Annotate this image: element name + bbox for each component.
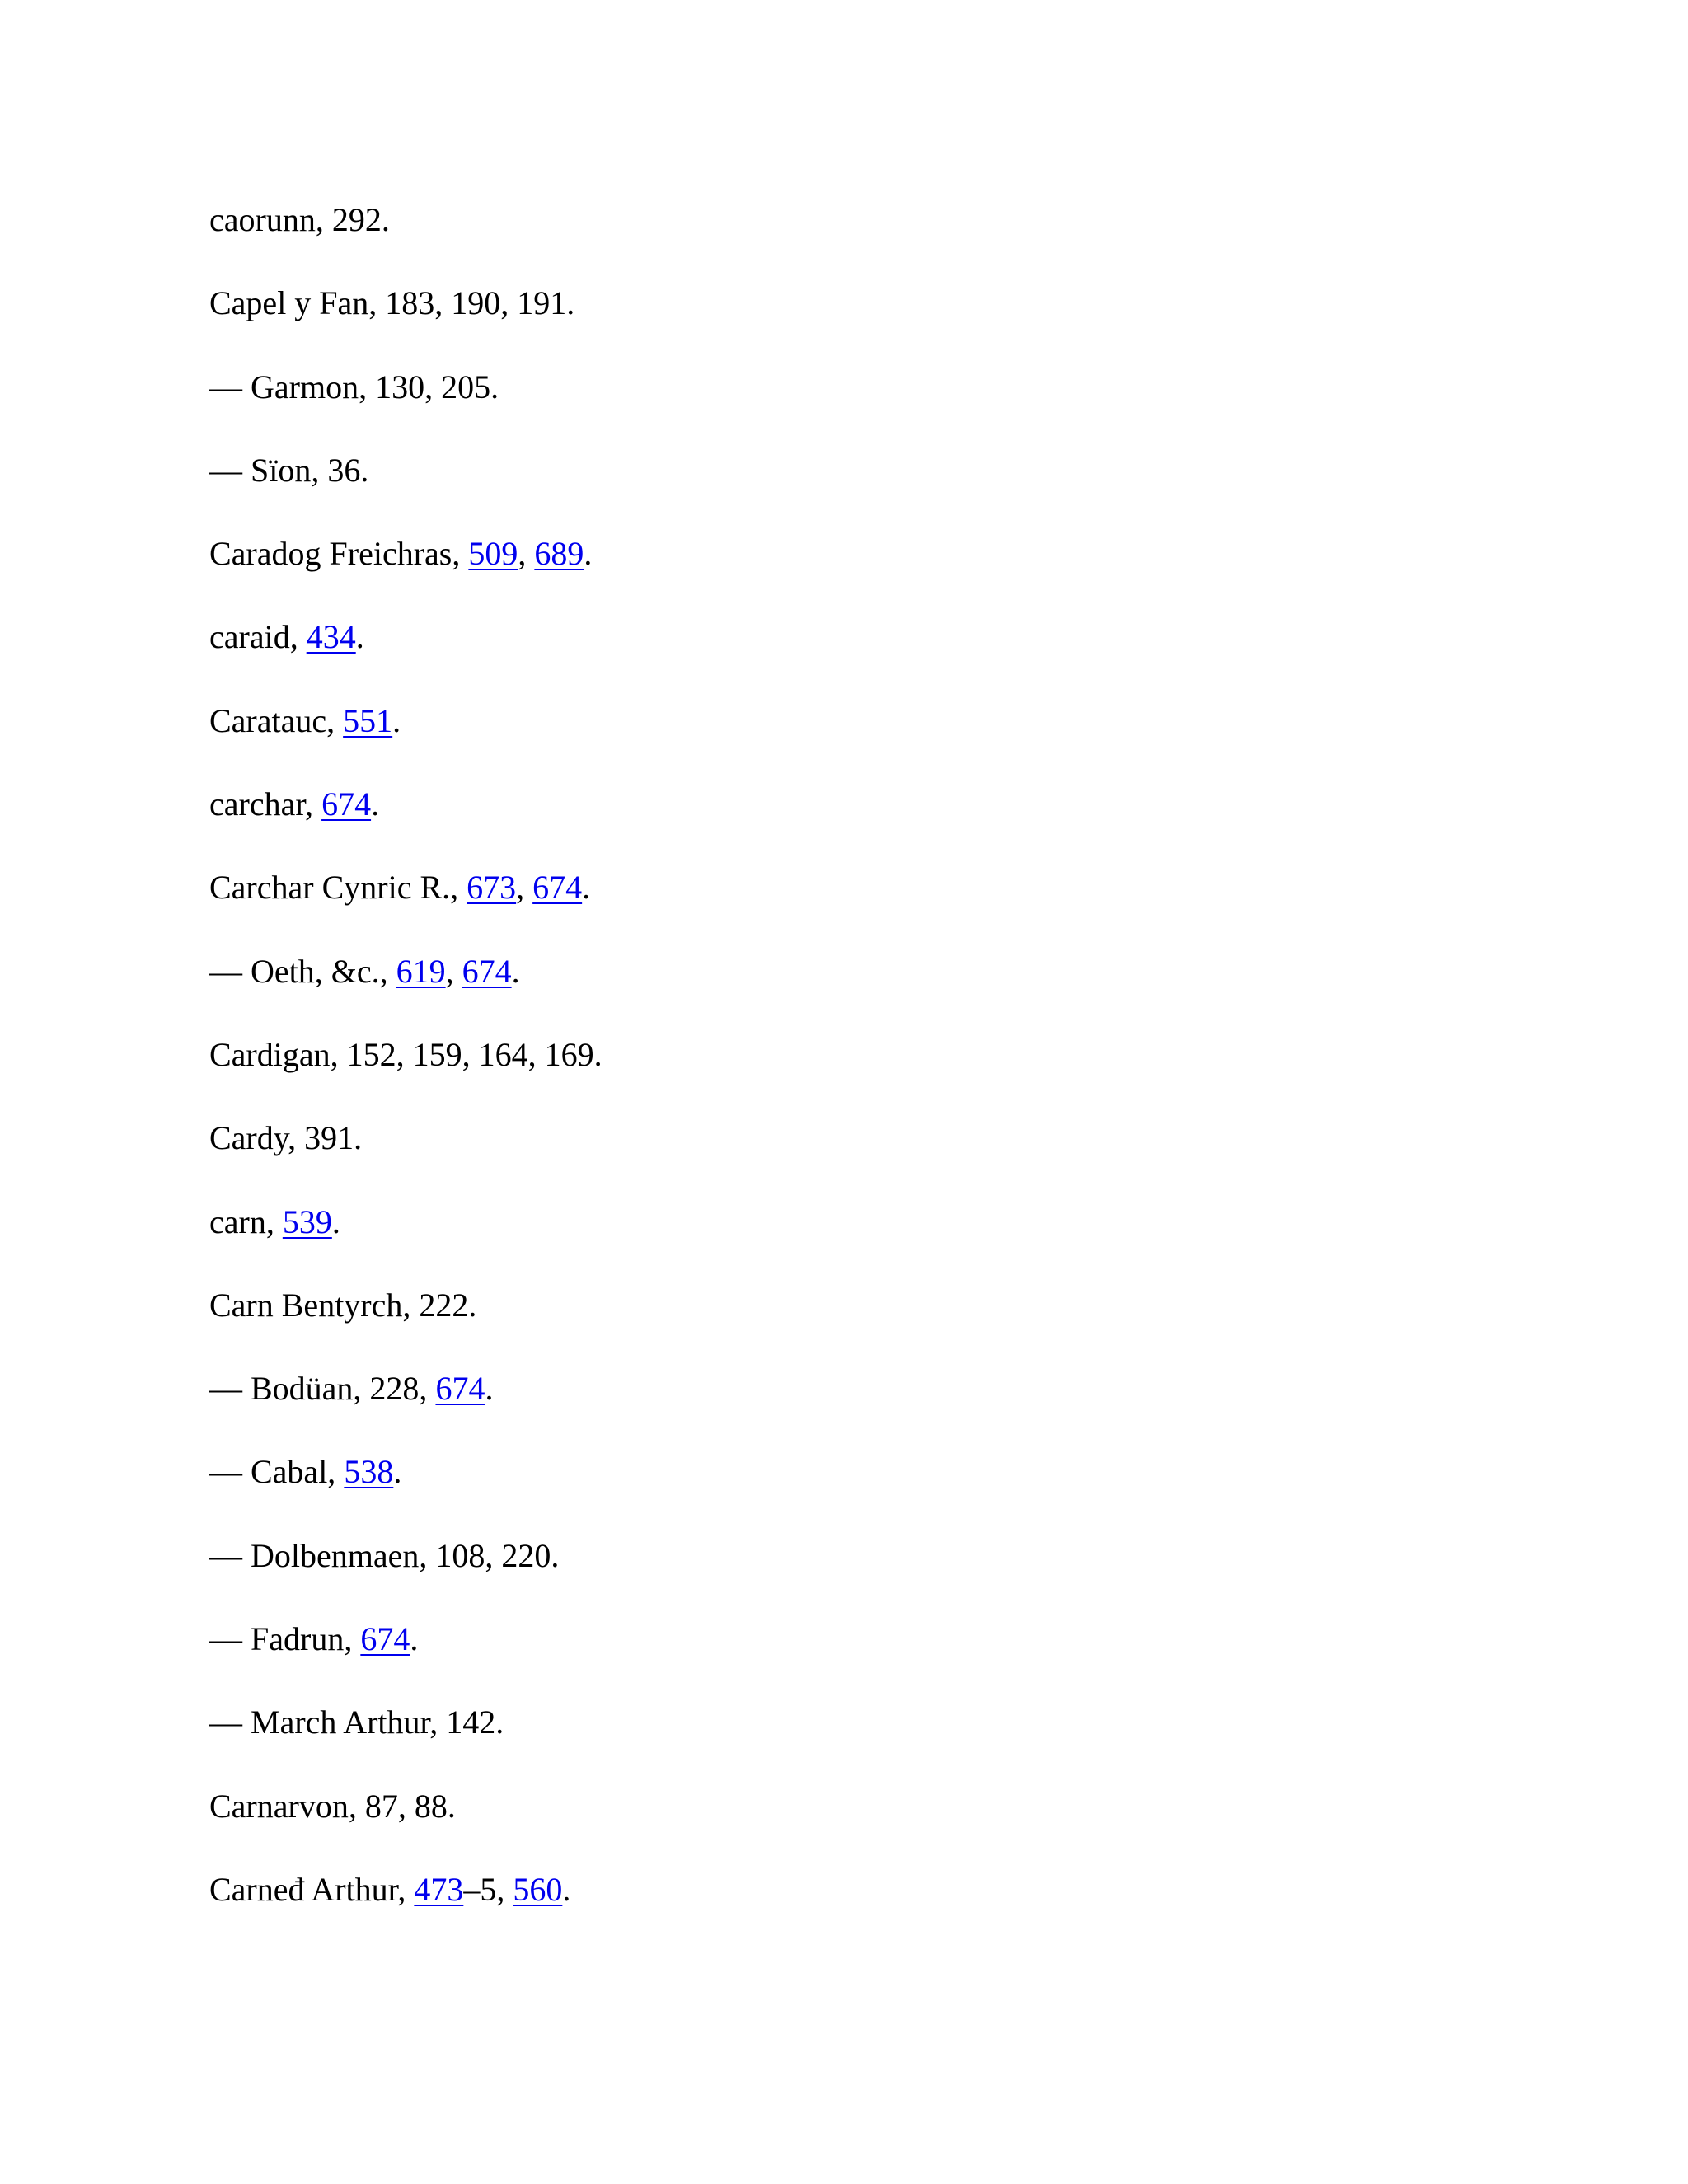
page-link[interactable]: 434 [306, 618, 356, 656]
index-entry [209, 279, 603, 363]
index-list [209, 196, 603, 1949]
entry-text: — March Arthur, 142. [209, 1704, 504, 1741]
index-entry [209, 1365, 603, 1448]
index-entry [209, 1615, 603, 1699]
index-entry [209, 530, 603, 613]
index-entry [209, 1783, 603, 1866]
entry-text: Carneđ Arthur, [209, 1870, 415, 1908]
index-entry [209, 1699, 603, 1782]
entry-text: Carnarvon, 87, 88. [209, 1787, 456, 1825]
entry-text: . [331, 1202, 340, 1240]
entry-text: — Fadrun, [209, 1620, 361, 1658]
entry-text: — Cabal, [209, 1453, 345, 1491]
index-entry [209, 1282, 603, 1365]
index-entry [209, 1866, 603, 1949]
index-entry [209, 1114, 603, 1197]
entry-text: , [518, 535, 535, 573]
page-link[interactable]: 674 [532, 869, 583, 907]
index-entry [209, 948, 603, 1031]
entry-text: , [516, 869, 533, 907]
page-link[interactable]: 538 [344, 1453, 394, 1491]
entry-text: carchar, [209, 785, 322, 823]
page-link[interactable]: 509 [468, 535, 518, 573]
page-link[interactable]: 619 [396, 952, 446, 990]
entry-text: carn, [209, 1202, 283, 1240]
page-link[interactable]: 674 [360, 1620, 410, 1658]
index-entry [209, 447, 603, 530]
page-link[interactable]: 674 [435, 1370, 485, 1408]
index-entry [209, 1198, 603, 1282]
index-entry [209, 864, 603, 947]
page-link[interactable]: 674 [321, 785, 372, 823]
entry-text: — Oeth, &c., [209, 952, 396, 990]
index-entry [209, 697, 603, 780]
page-link[interactable]: 689 [534, 535, 584, 573]
entry-text: . [584, 535, 593, 573]
entry-text: . [582, 869, 591, 907]
entry-text: — Sïon, 36. [209, 451, 369, 489]
entry-text: –5, [463, 1870, 513, 1908]
entry-text: . [410, 1620, 419, 1658]
index-entry [209, 1448, 603, 1531]
page-link[interactable]: 673 [467, 869, 517, 907]
index-entry [209, 613, 603, 696]
entry-text: Cardy, 391. [209, 1119, 363, 1157]
page-link[interactable]: 551 [343, 701, 393, 739]
entry-text: . [371, 785, 380, 823]
entry-text: . [392, 701, 401, 739]
entry-text: — Dolbenmaen, 108, 220. [209, 1536, 560, 1574]
index-entry [209, 1532, 603, 1615]
entry-text: . [485, 1370, 494, 1408]
page-link[interactable]: 539 [282, 1202, 332, 1240]
entry-text: Caradog Freichras, [209, 535, 469, 573]
entry-text: caorunn, 292. [209, 201, 390, 238]
entry-text: . [355, 618, 364, 656]
entry-text: caraid, [209, 618, 307, 656]
entry-text: . [393, 1453, 402, 1491]
entry-text: Caratauc, [209, 701, 344, 739]
index-entry [209, 196, 603, 279]
entry-text: — Bodüan, 228, [209, 1370, 436, 1408]
entry-text: — Garmon, 130, 205. [209, 368, 499, 405]
entry-text: Carchar Cynric R., [209, 869, 467, 907]
index-entry [209, 780, 603, 864]
index-entry [209, 1031, 603, 1114]
page-link[interactable]: 473 [414, 1870, 464, 1908]
entry-text: Carn Bentyrch, 222. [209, 1286, 477, 1324]
entry-text: . [562, 1870, 571, 1908]
entry-text: Cardigan, 152, 159, 164, 169. [209, 1035, 603, 1073]
page-link[interactable]: 560 [513, 1870, 563, 1908]
entry-text: Capel y Fan, 183, 190, 191. [209, 284, 575, 322]
entry-text: . [511, 952, 520, 990]
entry-text: , [445, 952, 462, 990]
page-link[interactable]: 674 [462, 952, 512, 990]
index-entry [209, 363, 603, 447]
